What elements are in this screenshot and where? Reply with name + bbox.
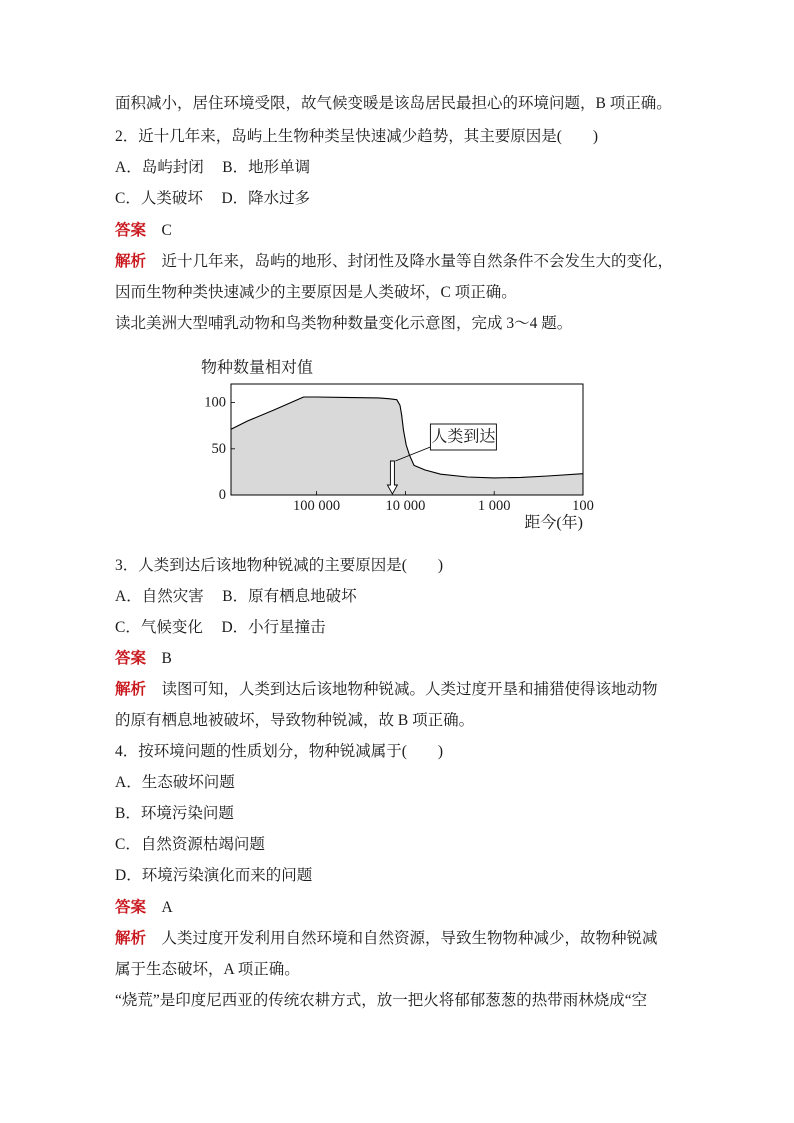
next-passage-line: “烧荒”是印度尼西亚的传统农耕方式，放一把火将郁郁葱葱的热带雨林烧成“空 [115, 992, 648, 1009]
q3-options-row-2 [115, 618, 326, 638]
q2-analysis-line-1 [115, 252, 673, 272]
intro-line: 面积减小，居住环境受限，故气候变暖是该岛居民最担心的环境问题，B 项正确。 [115, 95, 672, 112]
x-tick-label: 1 000 [477, 498, 511, 514]
y-tick-label: 50 [211, 440, 226, 457]
q3-analysis-text-1: 读图可知，人类到达后该地物种锐减。人类过度开垦和捕猎使得该地动物 [161, 681, 658, 698]
q4-analysis-line-2: 属于生态破坏，A 项正确。 [115, 961, 300, 978]
q2-answer-label: 答案 [115, 222, 147, 239]
q2-option-a: A．岛屿封闭 [115, 159, 204, 176]
q3-analysis-line-1 [115, 680, 658, 700]
q2-option-d: D．降水过多 [221, 190, 311, 207]
q4-answer-value: A [161, 899, 173, 916]
q3-options-row-1 [115, 587, 357, 607]
q3-option-c: C．气候变化 [115, 619, 203, 636]
q4-option-b: B．环境污染问题 [115, 805, 234, 822]
q2-stem: 2．近十几年来，岛屿上生物种类呈快速减少趋势，其主要原因是( ) [115, 128, 599, 145]
x-tick-label: 100 [572, 498, 594, 514]
q2-options-row-1 [115, 158, 310, 178]
y-tick-label: 0 [218, 487, 226, 503]
q4-analysis-text-1: 人类过度开发利用自然环境和自然资源，导致生物物种减少，故物种锐减 [161, 930, 658, 947]
q2-answer-value: C [161, 222, 172, 239]
q2-analysis-text-1: 近十几年来，岛屿的地形、封闭性及降水量等自然条件不会发生大的变化， [161, 253, 674, 270]
q2-option-c: C．人类破坏 [115, 190, 203, 207]
q3-option-b: B．原有栖息地破坏 [222, 588, 357, 605]
x-tick-label: 100 000 [293, 498, 341, 514]
chart-marks [204, 384, 594, 514]
q4-answer-label: 答案 [115, 899, 147, 916]
q3-option-d: D．小行星撞击 [221, 619, 326, 636]
q3-analysis-label: 解析 [115, 681, 147, 698]
q2-analysis-line-2: 因而生物种类快速减少的主要原因是人类破坏，C 项正确。 [115, 284, 517, 301]
y-tick-label: 100 [204, 394, 226, 411]
q4-option-c: C．自然资源枯竭问题 [115, 836, 265, 853]
y-axis-title: 物种数量相对值 [201, 359, 314, 377]
q3-stem: 3．人类到达后该地物种锐减的主要原因是( ) [115, 557, 444, 574]
species-count-chart [190, 350, 610, 540]
annotation-label: 人类到达 [431, 428, 496, 446]
q3-answer-value: B [161, 650, 172, 667]
x-axis-title: 距今(年) [524, 514, 583, 532]
q3-answer-label: 答案 [115, 650, 147, 667]
q4-analysis-line-1 [115, 929, 658, 949]
q3-option-a: A．自然灾害 [115, 588, 204, 605]
q4-option-d: D．环境污染演化而来的问题 [115, 867, 313, 884]
q4-option-a: A．生态破坏问题 [115, 774, 235, 791]
q4-analysis-label: 解析 [115, 930, 147, 947]
q3-answer [115, 649, 172, 669]
q4-answer [115, 898, 173, 918]
chart-intro: 读北美洲大型哺乳动物和鸟类物种数量变化示意图，完成 3～4 题。 [115, 315, 573, 332]
q2-option-b: B．地形单调 [222, 159, 311, 176]
q4-stem: 4．按环境问题的性质划分，物种锐减属于( ) [115, 743, 444, 760]
q2-analysis-label: 解析 [115, 253, 147, 270]
q2-options-row-2 [115, 189, 310, 209]
q3-analysis-line-2: 的原有栖息地被破坏，导致物种锐减，故 B 项正确。 [115, 712, 475, 729]
x-tick-label: 10 000 [385, 498, 426, 514]
q2-answer [115, 221, 172, 241]
